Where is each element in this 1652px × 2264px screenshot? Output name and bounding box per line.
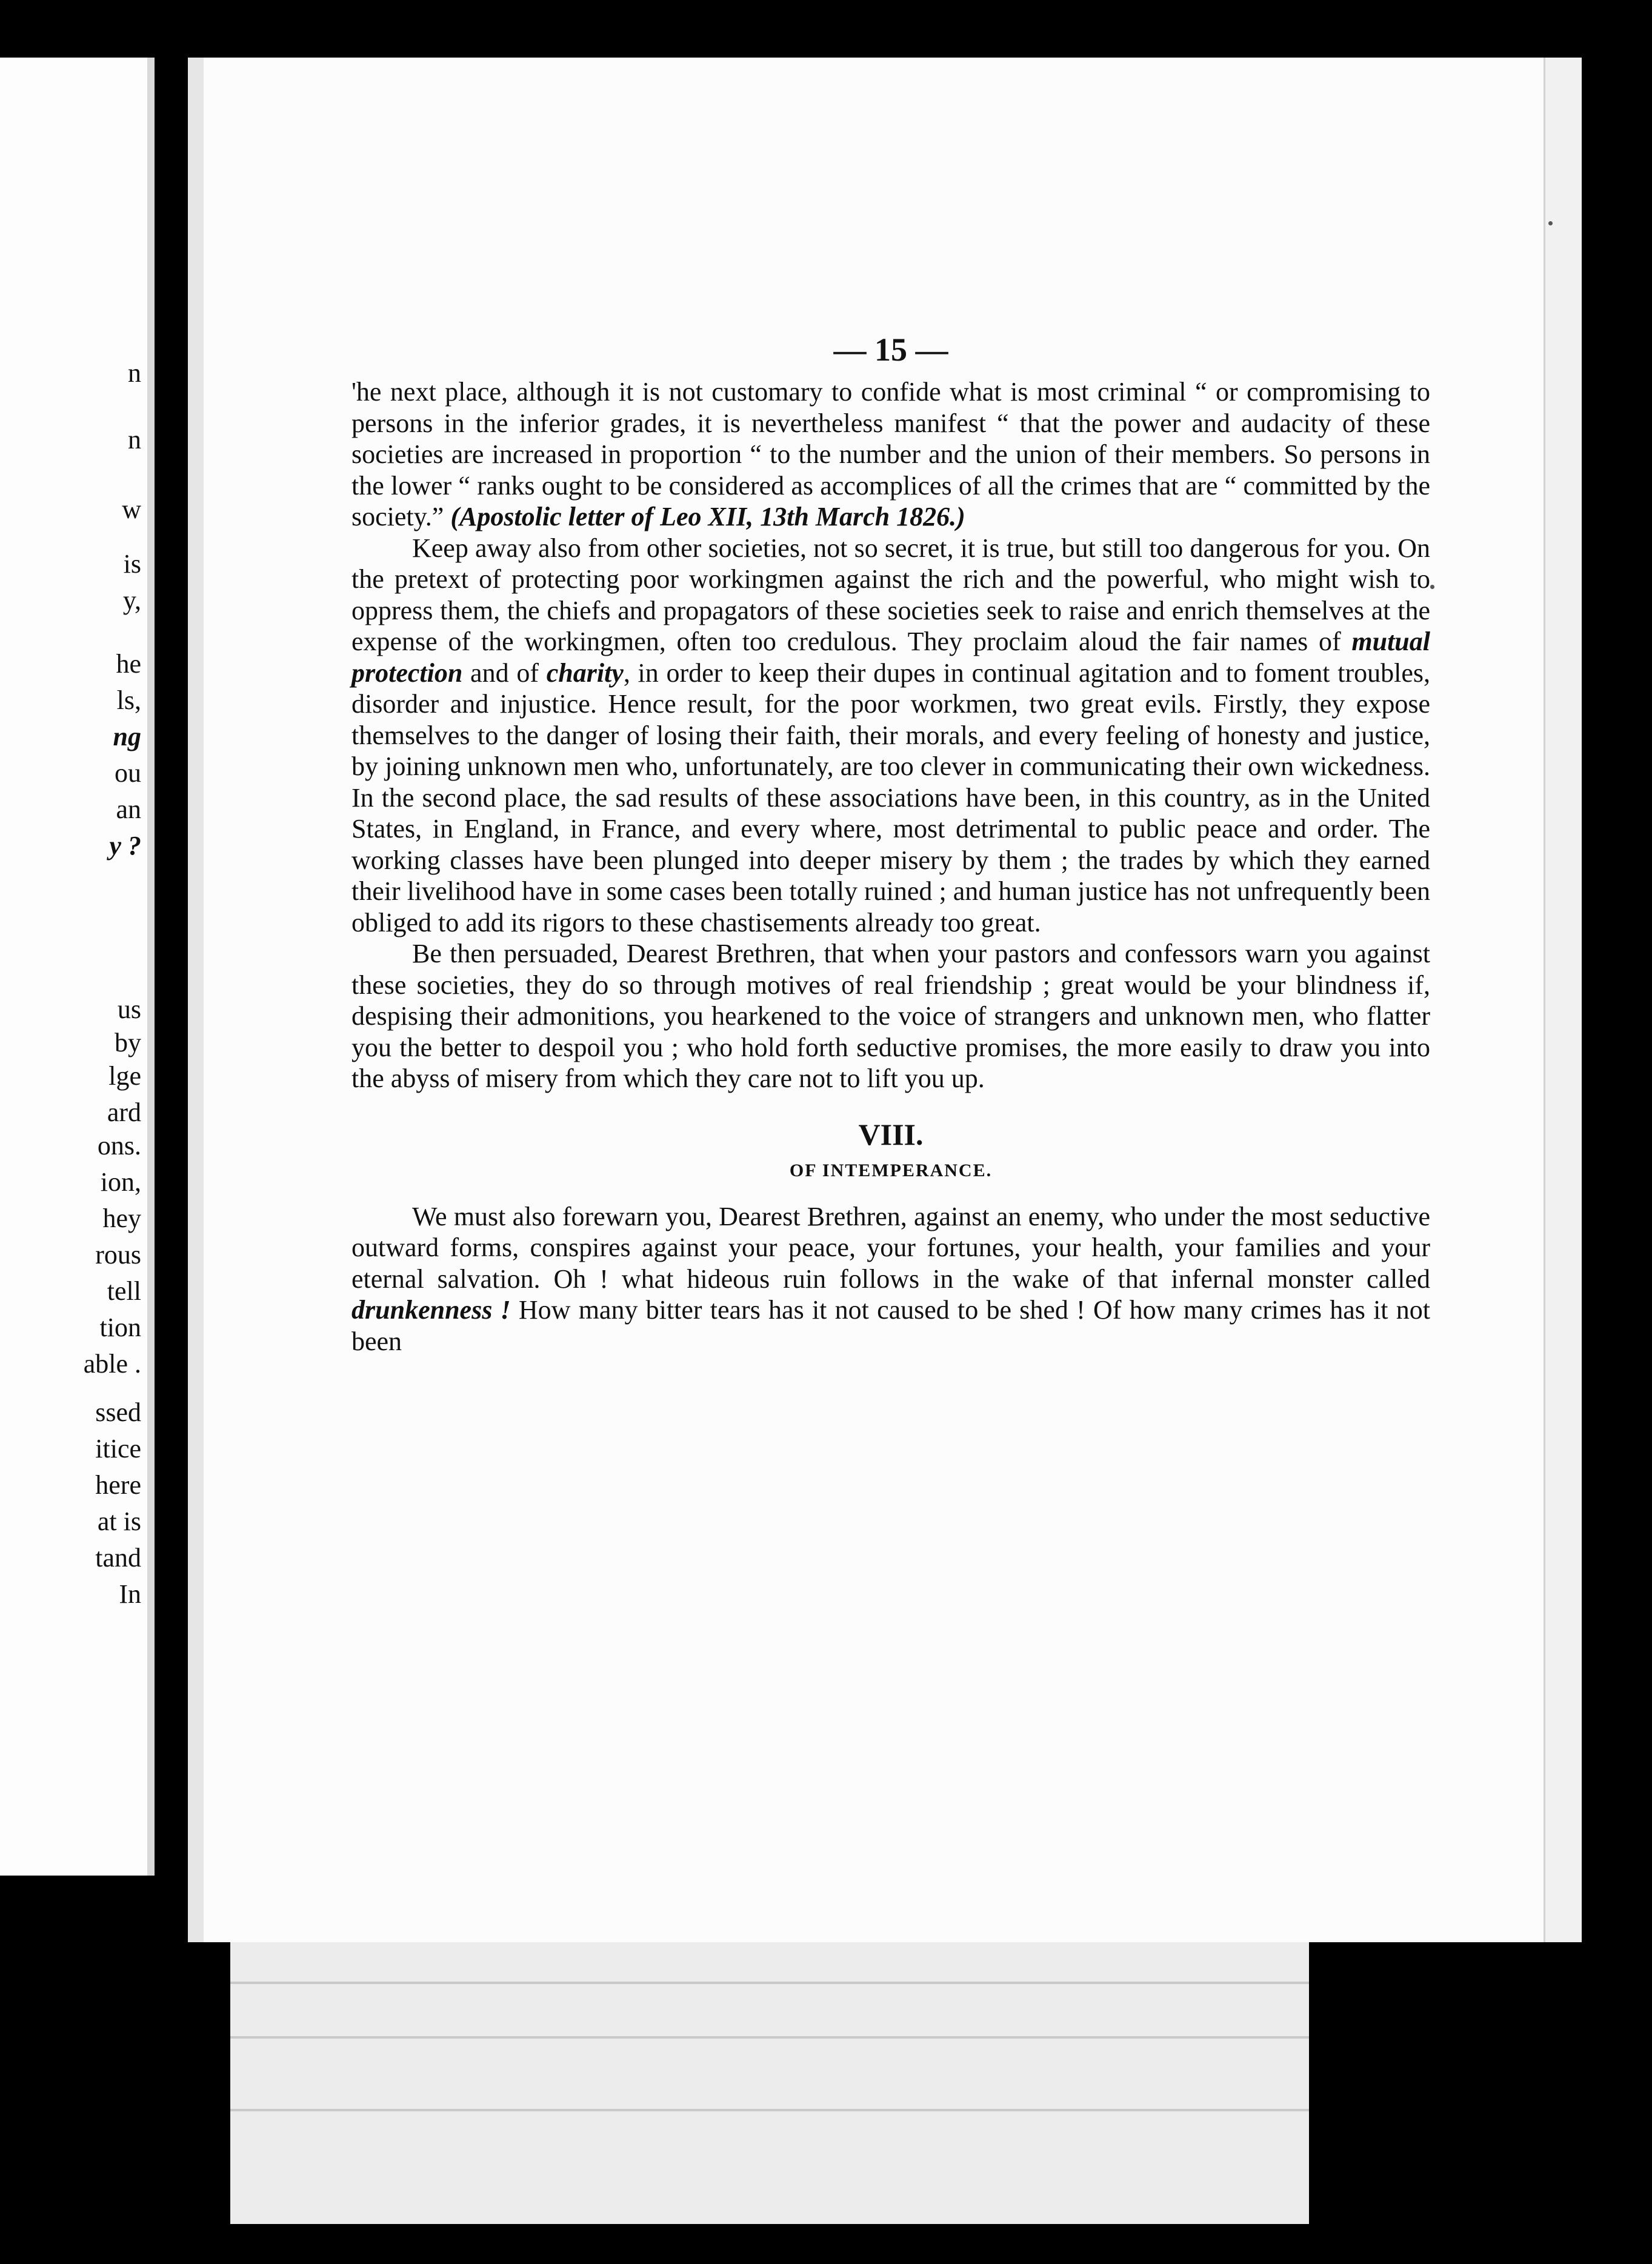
italic-text: drunkenness ! [351,1295,511,1325]
italic-text: mutual protection [351,627,1430,688]
paragraph [351,938,1430,1094]
facing-page-fragment: n [128,425,141,454]
page-body [351,330,1430,1357]
speck [1430,585,1434,589]
facing-page-fragment: he [116,649,141,679]
facing-page-fragment: an [116,794,141,824]
text-run: How many bitter tears has it not caused to be shed ! Of how many crimes has it not been [351,1295,1430,1356]
text-run: Keep away also from other societies, not so secret, it is true, but still too dangerous for you. On the pretext of protecting poor workingmen against the rich and the powerful, who might wish to oppress them, the chiefs and propagators of these societies seek to raise and enrich themselves at the expense of the workingmen, often too credulous. They proclaim aloud the fair names of [351,533,1430,656]
facing-page-fragment: able . [83,1349,141,1379]
facing-page-fragment: rous [95,1240,141,1270]
facing-page-fragment: itice [95,1434,141,1463]
page-stack [230,1909,1309,2224]
page-edge [1544,58,1582,1942]
text-run: We must also forewarn you, Dearest Brethren, against an enemy, who under the most seductive outward forms, conspires against your peace, your fortunes, your health, your families and your eternal salvation. Oh ! what hideous ruin follows in the wake of that infernal monster called [351,1201,1430,1294]
page-number: — 15 — [833,331,948,368]
facing-page-fragment: ou [115,758,141,788]
facing-page-fragment: ion, [100,1167,141,1197]
facing-page-fragment: hey [102,1204,141,1233]
facing-page-fragment: ard [107,1097,141,1127]
facing-page-fragment: tion [99,1313,141,1342]
italic-text: (Apostolic letter of Leo XII, 13th March 1826.) [450,502,965,531]
paragraph [351,1201,1430,1357]
text-run: Be then persuaded, Dearest Brethren, that when your pastors and confessors warn you against these societies, they do so through motives of real friendship ; great would be your blindness if, despising their admonitions, you hearkened to the voice of strangers and unknown men, who flatter you the better to despoil you ; who hold forth seductive promises, the more easily to draw you into the abyss of misery from which they care not to lift you up. [351,939,1430,1093]
facing-page-fragment: by [115,1028,141,1057]
facing-page-fragment: us [117,994,141,1024]
facing-page-fragment: w [122,494,141,524]
facing-page-edge [147,58,155,1876]
paragraphs-after [351,1201,1430,1357]
facing-page-fragment: In [119,1579,141,1609]
facing-page [0,58,155,1876]
facing-page-fragment: lge [108,1061,141,1091]
facing-page-fragment: ssed [95,1397,141,1427]
facing-page-fragment: tell [107,1276,141,1306]
text-run: 'he next place, although it is not customary to confide what is most criminal “ or compromising to persons in the inferior grades, it is nevertheless manifest “ that the power and audacity of these societies are increased in proportion “ to the number and the union of their members. So persons in the lower “ ranks ought to be considered as accomplices of all the crimes that are “ committed by the society.” [351,377,1430,531]
facing-page-fragment: n [128,358,141,388]
page-fold [188,58,204,1942]
facing-page-fragment: y ? [109,831,141,861]
document-page [188,58,1582,1942]
facing-page-fragment: ls, [116,685,141,715]
facing-page-fragment: at is [97,1507,141,1536]
facing-page-fragment: ng [113,722,141,751]
paragraphs-before [351,376,1430,1094]
speck [1548,221,1553,225]
section-title: OF INTEMPERANCE. [789,1160,993,1180]
text-run: and of [462,658,547,688]
facing-page-fragment: is [123,549,141,579]
facing-page-fragment: ons. [97,1131,141,1160]
facing-page-fragment: tand [95,1543,141,1573]
section-number: VIII. [858,1117,924,1151]
text-run: , in order to keep their dupes in continual agitation and to foment troubles, disorder and injustice. Hence result, for the poor workmen, two great evils. Firstly, they expose themselves to the danger of losing their faith, their morals, and every feeling of honesty and justice, by joining unknown men who, unfortunately, are too clever in communicating their own wickedness. In the second place, the sad results of these associations have been, in this country, as in the United States, in England, in France, and every where, most detrimental to public peace and order. The working classes have been plunged into deeper misery by them ; the trades by which they earned their livelihood have in some cases been totally ruined ; and human justice has not unfrequently been obliged to add its rigors to these chastisements already too great. [351,658,1430,937]
italic-text: charity [546,658,624,688]
facing-page-fragment: here [95,1470,141,1500]
paragraph [351,376,1430,533]
facing-page-fragment: y, [122,585,141,615]
paragraph [351,533,1430,939]
